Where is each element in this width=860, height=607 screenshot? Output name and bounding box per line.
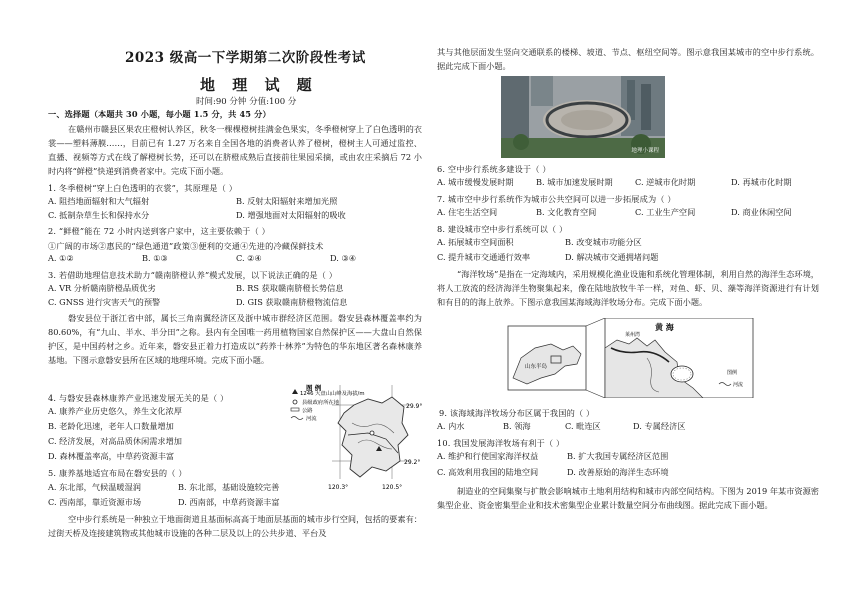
county-seat-marker: [370, 431, 374, 435]
q4-option-c[interactable]: C. 经济发展，对高品质休闲需求增加: [48, 436, 182, 446]
q10-stem: 10. 我国发展海洋牧场有利于（ ）: [437, 438, 565, 448]
ocean-ranch-map: [507, 318, 755, 398]
q10-option-a[interactable]: A. 维护和行使国家海洋权益: [437, 451, 539, 461]
latitude-label: 29.9°: [406, 403, 423, 410]
q6-stem: 6. 空中步行系统多建设于（ ）: [437, 164, 551, 174]
q7-stem: 7. 城市空中步行系统作为城市公共空间可以进一步拓展成为（ ）: [437, 194, 676, 204]
road-symbol-icon: [291, 408, 299, 411]
bay-label: 莱州湾: [625, 332, 641, 338]
q1-option-a[interactable]: A. 阻挡地面辐射和大气辐射: [48, 196, 150, 206]
county-seat-icon: [293, 400, 297, 404]
q5-option-a[interactable]: A. 东北部，气候温暖湿润: [48, 482, 141, 492]
q6-option-a[interactable]: A. 城市缓慢发展时期: [437, 177, 514, 187]
q3-option-d[interactable]: D. GIS 获取赣南脐橙物流信息: [236, 297, 348, 307]
q9-option-a[interactable]: A. 内水: [437, 421, 465, 431]
q9-option-b[interactable]: B. 领海: [503, 421, 531, 431]
county-boundary: [338, 397, 408, 477]
panan-map: [288, 383, 424, 495]
q7-option-d[interactable]: D. 商业休闲空间: [731, 207, 792, 217]
q1-option-b[interactable]: B. 反射太阳辐射来增加光照: [236, 196, 338, 206]
map-legend-peak: 1246 大盘山山峰及海拔/m: [300, 391, 365, 397]
map-legend-title: 图 例: [306, 384, 322, 392]
q3-option-a[interactable]: A. VR 分析赣南脐橙品质优劣: [48, 283, 156, 293]
q9-stem: 9. 该海域海洋牧场分布区属于我国的（ ）: [439, 408, 595, 418]
map2-legend-river: 河流: [733, 382, 744, 388]
passage-panan: 磐安县位于浙江省中部，属长三角南翼经济区及浙中城市群经济区范围。磐安县森林覆盖率约为 80.60%，有“九山、半水、半分田”之称。县内有全国唯一药用植物国家自然保护区——大盘山自然保护区，是中国药材之乡。近年来，磐安县正着力打造成以“药养十林养”为特色的华东地区著名森林康养基地。下图示意磐安县所在区域的地理环境。完成下面小题。: [48, 313, 422, 366]
map2-legend-title: 图例: [727, 370, 738, 376]
zoom-line: [586, 390, 605, 398]
q7-option-c[interactable]: C. 工业生产空间: [635, 207, 696, 217]
q2-option-b[interactable]: B. ①③: [142, 253, 168, 263]
sea-label: 黄 海: [655, 323, 674, 332]
q7-option-a[interactable]: A. 住宅生活空间: [437, 207, 498, 217]
skywalk-photo: [501, 76, 665, 158]
q8-option-c[interactable]: C. 提升城市交通通行效率: [437, 252, 531, 262]
q1-stem: 1. 冬季橙树“穿上白色透明的衣裳”，其原理是（ ）: [48, 183, 238, 193]
q5-option-b[interactable]: B. 东北部，基础设施较完善: [178, 482, 280, 492]
passage-manufacturing: 制造业的空间集聚与扩散会影响城市土地利用结构和城市内部空间结构。下图为 2019 年某市资源密集型企业、资金密集型企业和技术密集型企业累计数量空间分布曲线图。据此完成下面小题。: [437, 486, 819, 511]
passage-orange: 在赣州市赣县区果农庄橙树认养区，秋冬一棵棵橙树挂满金色果实，冬季橙树穿上了白色透明的衣裳——塑料薄膜……，目前已有 1.27 万名来自全国各地的消费者认养了橙树，橙树主人可通过监控、直播、视频等方式在线了解橙树长势，还可以在脐橙成熟后直接前往果园采摘，或由农庄采摘后 72 小时内将“鲜橙”快递到消费者家中。完成下面小题。: [48, 124, 422, 177]
map-legend-county: 县级政府所在地: [302, 400, 340, 406]
panan-map-graphic: [288, 383, 424, 495]
q2-option-a[interactable]: A. ①②: [48, 253, 74, 263]
section-heading: 一、选择题（本题共 30 小题，每小题 1.5 分，共 45 分）: [48, 109, 271, 119]
passage-ocean-ranch: “海洋牧场”是指在一定海域内，采用规模化渔业设施和系统化管理体制，利用自然的海洋生态环境，将人工放流的经济海洋生物聚集起来，像在陆地放牧牛羊一样，对鱼、虾、贝、藻等海洋资源进行有计划和有目的的海上放养。下图示意我国某海域海洋牧场分布。完成下面小题。: [437, 269, 819, 308]
q4-stem: 4. 与磐安县森林康养产业迅速发展无关的是（ ）: [48, 393, 229, 403]
q4-option-a[interactable]: A. 康养产业历史悠久，养生文化浓厚: [48, 406, 182, 416]
photo-watermark: 地理小课程: [631, 148, 659, 154]
q2-option-c[interactable]: C. ②④: [236, 253, 262, 263]
q3-option-c[interactable]: C. GNSS 进行灾害天气的预警: [48, 297, 161, 307]
latitude-label: 29.2°: [404, 459, 421, 466]
q10-option-d[interactable]: D. 改善原始的海洋生态环境: [567, 467, 669, 477]
q10-option-b[interactable]: B. 扩大我国专属经济区范围: [567, 451, 669, 461]
q3-option-b[interactable]: B. RS 获取赣南脐橙长势信息: [236, 283, 344, 293]
q4-option-b[interactable]: B. 老龄化迅速，老年人口数量增加: [48, 421, 174, 431]
q5-option-c[interactable]: C. 西南部，靠近资源市场: [48, 497, 142, 507]
q9-option-c[interactable]: C. 毗连区: [565, 421, 601, 431]
subject-title: 地 理 试 题: [200, 76, 318, 94]
q4-option-d[interactable]: D. 森林覆盖率高，中草药资源丰富: [48, 451, 175, 461]
q8-option-a[interactable]: A. 拓展城市空间面积: [437, 237, 514, 247]
q6-option-b[interactable]: B. 城市加速发展时期: [536, 177, 613, 187]
river-symbol-icon: [291, 417, 303, 420]
q2-statements: ①广阔的市场②惠民的“绿色通道”政策③便利的交通④先进的冷藏保鲜技术: [48, 241, 324, 251]
shandong-label: 山东半岛: [525, 364, 548, 370]
q1-option-d[interactable]: D. 增强地面对太阳辐射的吸收: [236, 210, 346, 220]
longitude-label: 120.3°: [328, 484, 349, 491]
ocean-ranch-map-graphic: [507, 318, 755, 398]
exam-meta: 时间:90 分钟 分值:100 分: [196, 97, 297, 107]
q5-stem: 5. 康养基地适宜布局在磐安县的（ ）: [48, 468, 187, 478]
passage-skywalk: 空中步行系统是一种独立于地面街道且基面标高高于地面层基面的城市步行空间，包括的要素有：过街天桥及连接建筑物或其他城市设施的各种二层及以上的公共步道、平台及: [48, 514, 422, 539]
q2-option-d[interactable]: D. ③④: [330, 253, 357, 263]
q1-option-c[interactable]: C. 抵制杂草生长和保持水分: [48, 210, 150, 220]
passage-skywalk-cont: 其与其他层面发生竖向交通联系的楼梯、坡道、节点、枢纽空间等。图示意我国某城市的空中步行系统。据此完成下面小题。: [437, 47, 819, 72]
exam-title: 2023 级高一下学期第二次阶段性考试: [125, 50, 366, 66]
ranch-area: [671, 366, 693, 382]
q6-option-d[interactable]: D. 再城市化时期: [731, 177, 792, 187]
q10-option-c[interactable]: C. 高效利用我国的陆地空间: [437, 467, 539, 477]
zoom-line: [586, 318, 605, 326]
peak-symbol-icon: [292, 389, 298, 394]
q8-option-d[interactable]: D. 解决城市交通拥堵问题: [565, 252, 659, 262]
map-legend-river: 河流: [306, 416, 317, 422]
longitude-label: 120.5°: [382, 484, 403, 491]
q5-option-d[interactable]: D. 西南部，中草药资源丰富: [178, 497, 280, 507]
map-legend-road: 公路: [302, 408, 313, 414]
q8-option-b[interactable]: B. 改变城市功能分区: [565, 237, 642, 247]
q7-option-b[interactable]: B. 文化教育空间: [536, 207, 597, 217]
q3-stem: 3. 若借助地理信息技术助力“赣南脐橙认养”模式发展，以下说法正确的是（ ）: [48, 270, 338, 280]
q9-option-d[interactable]: D. 专属经济区: [633, 421, 686, 431]
q8-stem: 8. 建设城市空中步行系统可以（ ）: [437, 224, 568, 234]
q2-stem: 2. “鲜橙”能在 72 小时内送到客户家中，这主要依赖于（ ）: [48, 226, 270, 236]
q6-option-c[interactable]: C. 逆城市化时期: [635, 177, 696, 187]
